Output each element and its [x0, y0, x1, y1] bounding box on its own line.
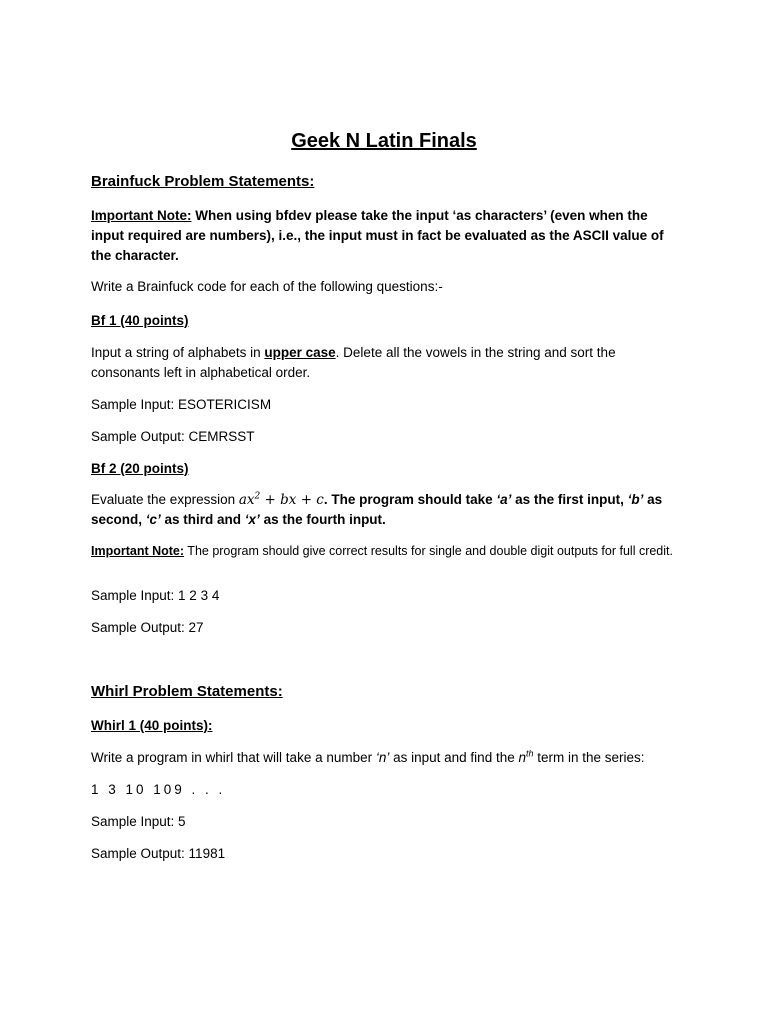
whirl-section-heading: Whirl Problem Statements: [91, 683, 283, 700]
whirl1-n-label: ‘n’ [375, 750, 390, 765]
bf2-expr-rest: + bx + c [260, 492, 324, 508]
bf1-text-emph: upper case [264, 345, 336, 360]
bf1-text-before: Input a string of alphabets in [91, 345, 265, 360]
bf2-bold-1: . The program should take [323, 492, 497, 507]
bf2-heading: Bf 2 (20 points) [91, 461, 189, 476]
page-title: Geek N Latin Finals [291, 130, 477, 152]
bf1-sample-output: Sample Output: CEMRSST [91, 429, 255, 444]
bf2-bold-5: as the fourth input. [259, 512, 386, 527]
bf2-b-label: ‘b’ [627, 492, 644, 507]
whirl1-nth-n: n [518, 750, 526, 765]
bf2-text-prefix: Evaluate the expression [91, 492, 239, 507]
bf1-statement [91, 343, 681, 383]
bf2-sample-input: Sample Input: 1 2 3 4 [91, 588, 220, 603]
bf1-sample-input: Sample Input: ESOTERICISM [91, 397, 272, 412]
whirl1-sample-output: Sample Output: 11981 [91, 846, 226, 861]
whirl1-sample-input: Sample Input: 5 [91, 814, 186, 829]
bf2-x-label: ‘x’ [244, 512, 260, 527]
bf2-bold-3: as second, [91, 492, 663, 527]
bf2-c-label: ‘c’ [145, 512, 161, 527]
whirl1-text-prefix: Write a program in whirl that will take a number [91, 750, 376, 765]
bf2-important-note [91, 542, 681, 560]
bf2-sample-output: Sample Output: 27 [91, 620, 204, 635]
bf2-a-label: ‘a’ [496, 492, 512, 507]
bf2-statement [91, 490, 681, 530]
whirl1-heading: Whirl 1 (40 points): [91, 718, 213, 733]
bf1-text-after: . Delete all the vowels in the string and sort the consonants left in alphabetical order. [91, 345, 616, 380]
bf2-note-text: The program should give correct results for single and double digit outputs for full credit. [184, 544, 673, 558]
bf-section-heading: Brainfuck Problem Statements: [91, 173, 315, 190]
bf-note-label: Important Note: [91, 208, 192, 223]
bf2-expr-a: ax [238, 492, 255, 508]
bf2-note-label: Important Note: [91, 544, 185, 558]
bf2-bold-2: as the first input, [511, 492, 628, 507]
bf2-bold-4: as third and [160, 512, 245, 527]
whirl1-statement [91, 748, 681, 768]
whirl1-text-mid: as input and find the [389, 750, 519, 765]
bf-note-text: When using bfdev please take the input ‘as characters’ (even when the input required are numbers), i.e., the input must in fact be evaluated as the ASCII value of the character. [91, 208, 664, 263]
whirl1-text-suffix: term in the series: [533, 750, 645, 765]
whirl1-nth-sup: th [525, 748, 534, 759]
bf2-expression [239, 492, 324, 508]
bf-important-note [91, 206, 681, 266]
bf2-expr-exp: 2 [254, 491, 261, 502]
bf1-heading: Bf 1 (40 points) [91, 313, 189, 328]
whirl1-series: 1 3 10 109 . . . [91, 782, 226, 797]
bf-intro: Write a Brainfuck code for each of the following questions:- [91, 279, 443, 294]
